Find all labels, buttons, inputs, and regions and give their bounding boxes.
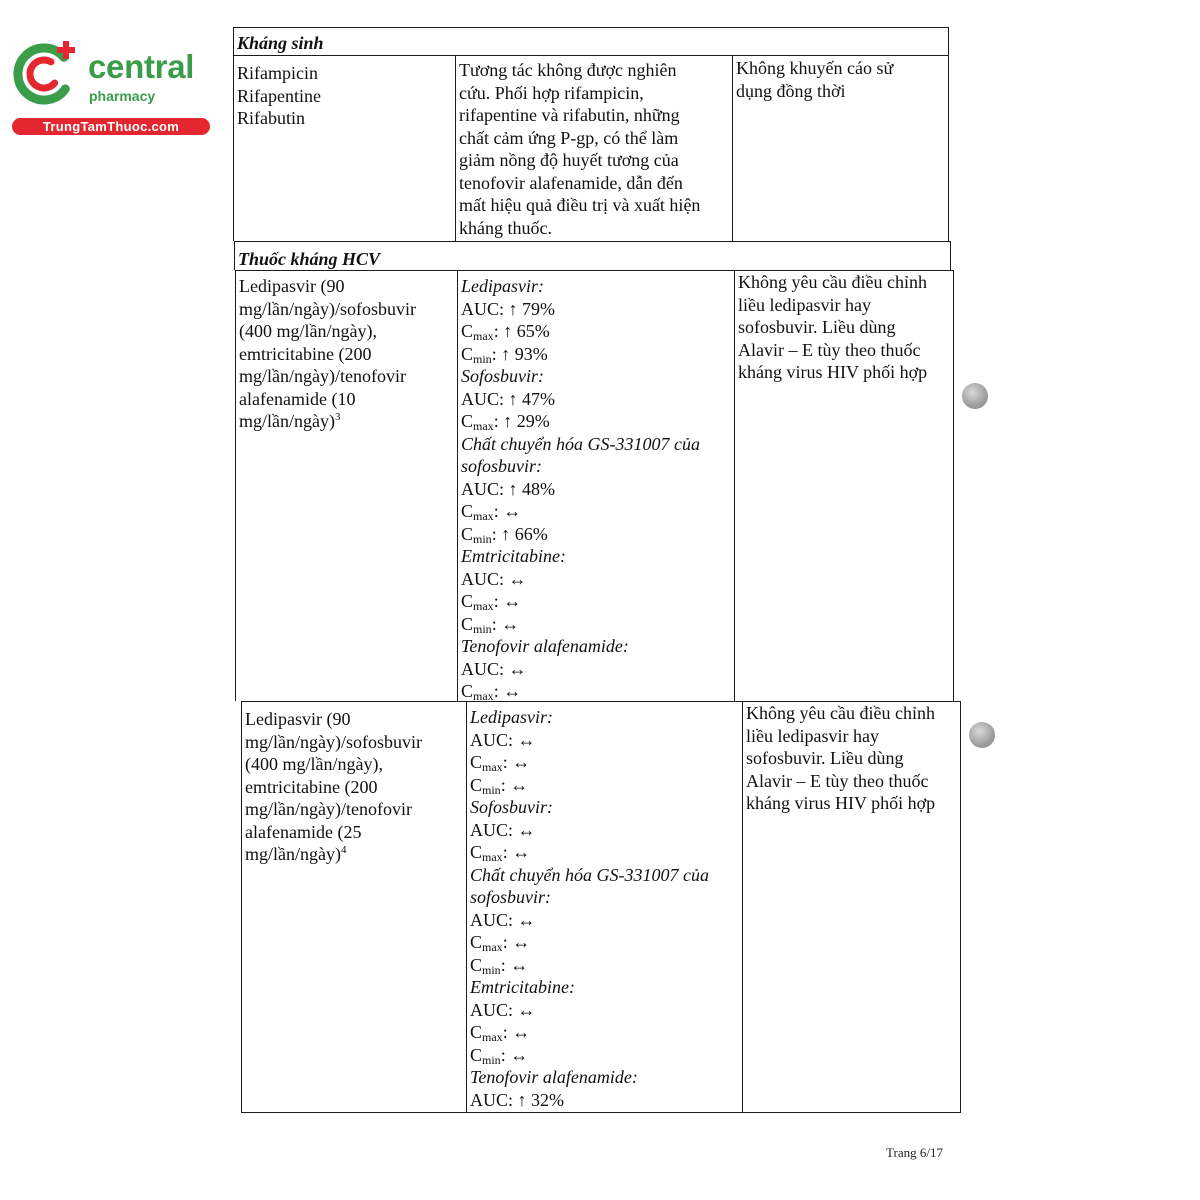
table-row: [241, 701, 961, 1113]
parameter-subscript: min: [482, 1052, 501, 1067]
line-text: Rifabutin: [237, 108, 305, 128]
line-text: Tương tác không được nghiên: [459, 60, 677, 80]
line-text: sofosbuvir. Liều dùng: [746, 748, 904, 768]
reference-superscript: 3: [334, 411, 341, 423]
table-row: [233, 55, 949, 241]
section-header-antibiotics: [233, 27, 949, 55]
pk-parameter-line: [470, 774, 742, 797]
parameter-subscript: max: [482, 940, 503, 954]
line-text: giảm nồng độ huyết tương của: [459, 150, 679, 170]
drug-cell: [236, 271, 457, 701]
line-text: Chất chuyển hóa GS-331007 của: [470, 864, 709, 885]
pk-parameter-line: [470, 1021, 742, 1044]
pk-parameter-line: [470, 751, 742, 774]
parameter-symbol: C: [470, 774, 483, 795]
parameter-symbol: C: [461, 343, 474, 364]
logo-website-badge: TrungTamThuoc.com: [12, 118, 210, 135]
line-text: Ledipasvir (90: [245, 709, 351, 729]
text-line: [239, 275, 457, 298]
line-text: Emtricitabine:: [470, 977, 575, 997]
text-line: [459, 149, 732, 172]
parameter-symbol: C: [461, 523, 474, 544]
logo-tagline: pharmacy: [89, 88, 156, 104]
parameter-symbol: C: [461, 591, 474, 611]
line-text: AUC: ↔: [470, 729, 536, 750]
line-text: kháng virus HIV phối hợp: [738, 362, 928, 382]
drug-subheading: [470, 1066, 742, 1089]
line-text: Không yêu cầu điều chỉnh: [738, 272, 927, 292]
section-title: Kháng sinh: [237, 33, 324, 53]
parameter-change: : ↑ 93%: [491, 343, 548, 364]
line-text: emtricitabine (200: [239, 343, 372, 364]
parameter-subscript: max: [473, 599, 494, 613]
text-line: [738, 339, 953, 362]
text-line: [459, 104, 732, 127]
line-text: (400 mg/lần/ngày),: [245, 754, 383, 774]
parameter-subscript: max: [473, 329, 494, 343]
parameter-change: : ↔: [493, 681, 522, 701]
parameter-change: : ↔: [500, 1044, 529, 1065]
text-line: [245, 821, 466, 844]
line-text: kháng thuốc.: [459, 217, 552, 238]
drug-cell: [234, 56, 455, 241]
line-text: emtricitabine (200: [245, 776, 378, 797]
line-text: Không yêu cầu điều chỉnh: [746, 703, 935, 723]
text-line: [461, 658, 734, 681]
drug-subheading: [461, 365, 734, 388]
recommendation-cell: [732, 56, 948, 241]
text-line: [746, 770, 960, 793]
line-text: Ledipasvir:: [470, 707, 553, 727]
text-line: [470, 819, 742, 842]
parameter-change: : ↔: [502, 842, 531, 862]
text-line: [736, 80, 948, 103]
text-line: [461, 298, 734, 321]
line-text: AUC: ↑ 47%: [461, 388, 555, 409]
line-text: AUC: ↑ 32%: [470, 1089, 564, 1110]
text-line: [245, 753, 466, 776]
effect-cell: [455, 56, 732, 241]
recommendation-cell: [742, 702, 960, 1112]
line-text: cứu. Phối hợp rifampicin,: [459, 82, 644, 103]
text-line: [237, 85, 455, 108]
text-line: [746, 702, 960, 725]
text-line: [245, 843, 466, 866]
parameter-change: : ↑ 66%: [491, 523, 548, 544]
text-line: [738, 361, 953, 384]
line-text: (400 mg/lần/ngày),: [239, 321, 377, 341]
parameter-change: : ↔: [500, 954, 529, 975]
pk-parameter-line: [461, 343, 734, 366]
text-line: [239, 298, 457, 321]
line-text: alafenamide (25: [245, 821, 362, 842]
parameter-subscript: min: [473, 531, 492, 546]
parameter-symbol: C: [470, 842, 483, 862]
parameter-symbol: C: [461, 613, 474, 634]
parameter-symbol: C: [461, 321, 474, 341]
line-text: sofosbuvir:: [461, 456, 542, 476]
line-text: AUC: ↔: [470, 999, 536, 1020]
line-text: dụng đồng thời: [736, 80, 846, 101]
drug-subheading: [461, 545, 734, 568]
parameter-change: : ↔: [502, 752, 531, 772]
text-line: [239, 410, 457, 433]
text-line: [459, 127, 732, 150]
drug-subheading: [470, 976, 742, 999]
pk-parameter-line: [470, 954, 742, 977]
line-text: chất cảm ứng P-gp, có thể làm: [459, 127, 679, 148]
pk-parameter-line: [461, 613, 734, 636]
text-line: [461, 568, 734, 591]
parameter-subscript: max: [482, 760, 503, 774]
line-text: AUC: ↔: [470, 819, 536, 840]
drug-subheading: [470, 706, 742, 729]
line-text: Rifapentine: [237, 85, 321, 106]
line-text: liều ledipasvir hay: [738, 294, 871, 315]
line-text: Chất chuyển hóa GS-331007 của: [461, 433, 700, 454]
line-text: Tenofovir alafenamide:: [470, 1067, 638, 1087]
line-text: mg/lần/ngày): [245, 844, 341, 864]
drug-subheading: [461, 433, 734, 456]
parameter-symbol: C: [470, 1044, 483, 1065]
text-line: [237, 107, 455, 130]
section-header-hcv-drugs: [234, 241, 951, 270]
text-line: [746, 747, 960, 770]
pk-parameter-line: [461, 410, 734, 433]
text-line: [736, 57, 948, 80]
line-text: AUC: ↑ 79%: [461, 298, 555, 319]
effect-cell: [466, 702, 742, 1112]
parameter-subscript: min: [482, 782, 501, 797]
text-line: [245, 731, 466, 754]
line-text: Ledipasvir:: [461, 276, 544, 296]
line-text: mg/lần/ngày)/sofosbuvir: [239, 298, 416, 319]
parameter-subscript: min: [473, 351, 492, 366]
table-row: [235, 270, 954, 701]
text-line: [459, 59, 732, 82]
parameter-symbol: C: [461, 411, 474, 431]
parameter-subscript: max: [473, 419, 494, 433]
parameter-subscript: min: [473, 621, 492, 636]
line-text: mg/lần/ngày)/sofosbuvir: [245, 731, 422, 752]
text-line: [470, 999, 742, 1022]
parameter-subscript: max: [482, 850, 503, 864]
text-line: [237, 62, 455, 85]
drug-subheading: [470, 864, 742, 887]
parameter-symbol: C: [461, 501, 474, 521]
text-line: [459, 82, 732, 105]
line-text: AUC: ↔: [470, 909, 536, 930]
pk-parameter-line: [470, 841, 742, 864]
parameter-symbol: C: [470, 1022, 483, 1042]
line-text: Sofosbuvir:: [470, 797, 553, 817]
pk-parameter-line: [461, 680, 734, 703]
parameter-subscript: max: [473, 689, 494, 703]
logo-brand-name: central: [88, 48, 195, 85]
line-text: mg/lần/ngày): [239, 411, 335, 431]
drug-subheading: [461, 635, 734, 658]
line-text: tenofovir alafenamide, dẫn đến: [459, 172, 683, 193]
text-line: [470, 729, 742, 752]
central-pharmacy-logo: [0, 0, 230, 150]
text-line: [470, 909, 742, 932]
text-line: [245, 776, 466, 799]
text-line: [459, 194, 732, 217]
parameter-symbol: C: [461, 681, 474, 701]
line-text: AUC: ↑ 48%: [461, 478, 555, 499]
text-line: [245, 708, 466, 731]
text-line: [239, 343, 457, 366]
pk-parameter-line: [461, 523, 734, 546]
drug-cell: [242, 702, 466, 1112]
line-text: sofosbuvir:: [470, 887, 551, 907]
text-line: [459, 217, 732, 240]
pk-parameter-line: [461, 320, 734, 343]
text-line: [461, 388, 734, 411]
effect-cell: [457, 271, 734, 701]
line-text: mất hiệu quả điều trị và xuất hiện: [459, 195, 701, 215]
line-text: Emtricitabine:: [461, 546, 566, 566]
text-line: [459, 172, 732, 195]
line-text: Không khuyến cáo sử: [736, 58, 894, 78]
text-line: [738, 294, 953, 317]
line-text: alafenamide (10: [239, 388, 356, 409]
parameter-change: : ↔: [493, 501, 522, 521]
parameter-symbol: C: [470, 954, 483, 975]
text-line: [738, 316, 953, 339]
text-line: [461, 478, 734, 501]
page-number: Trang 6/17: [886, 1145, 943, 1160]
section-title: Thuốc kháng HCV: [238, 249, 381, 269]
line-text: Tenofovir alafenamide:: [461, 636, 629, 656]
line-text: Alavir – E tùy theo thuốc: [738, 339, 921, 360]
punch-hole-mark: [962, 383, 988, 409]
recommendation-cell: [734, 271, 953, 701]
line-text: Sofosbuvir:: [461, 366, 544, 386]
punch-hole-mark: [969, 722, 995, 748]
parameter-change: : ↔: [493, 591, 522, 611]
parameter-subscript: max: [482, 1030, 503, 1044]
parameter-change: : ↔: [491, 613, 520, 634]
line-text: Ledipasvir (90: [239, 276, 345, 296]
pk-parameter-line: [461, 500, 734, 523]
drug-subheading: [470, 796, 742, 819]
text-line: [239, 365, 457, 388]
pk-parameter-line: [470, 931, 742, 954]
text-line: [746, 725, 960, 748]
text-line: [738, 271, 953, 294]
parameter-change: : ↔: [500, 774, 529, 795]
line-text: AUC: ↔: [461, 658, 527, 679]
drug-subheading: [461, 455, 734, 478]
parameter-change: : ↔: [502, 1022, 531, 1042]
line-text: Alavir – E tùy theo thuốc: [746, 770, 929, 791]
parameter-change: : ↑ 29%: [493, 411, 550, 431]
line-text: mg/lần/ngày)/tenofovir: [245, 799, 412, 819]
parameter-subscript: min: [482, 962, 501, 977]
pk-parameter-line: [470, 1044, 742, 1067]
pk-parameter-line: [461, 590, 734, 613]
line-text: AUC: ↔: [461, 568, 527, 589]
parameter-change: : ↔: [502, 932, 531, 952]
line-text: mg/lần/ngày)/tenofovir: [239, 366, 406, 386]
drug-subheading: [470, 886, 742, 909]
text-line: [470, 1089, 742, 1112]
text-line: [239, 320, 457, 343]
parameter-symbol: C: [470, 932, 483, 952]
line-text: kháng virus HIV phối hợp: [746, 793, 936, 813]
line-text: Rifampicin: [237, 63, 318, 83]
parameter-change: : ↑ 65%: [493, 321, 550, 341]
pharmacy-cross-c-logo-icon: [10, 38, 80, 108]
text-line: [746, 792, 960, 815]
text-line: [239, 388, 457, 411]
reference-superscript: 4: [340, 844, 347, 856]
drug-subheading: [461, 275, 734, 298]
text-line: [245, 798, 466, 821]
parameter-symbol: C: [470, 752, 483, 772]
parameter-subscript: max: [473, 509, 494, 523]
line-text: liều ledipasvir hay: [746, 725, 879, 746]
line-text: rifapentine và rifabutin, những: [459, 105, 680, 125]
line-text: sofosbuvir. Liều dùng: [738, 317, 896, 337]
